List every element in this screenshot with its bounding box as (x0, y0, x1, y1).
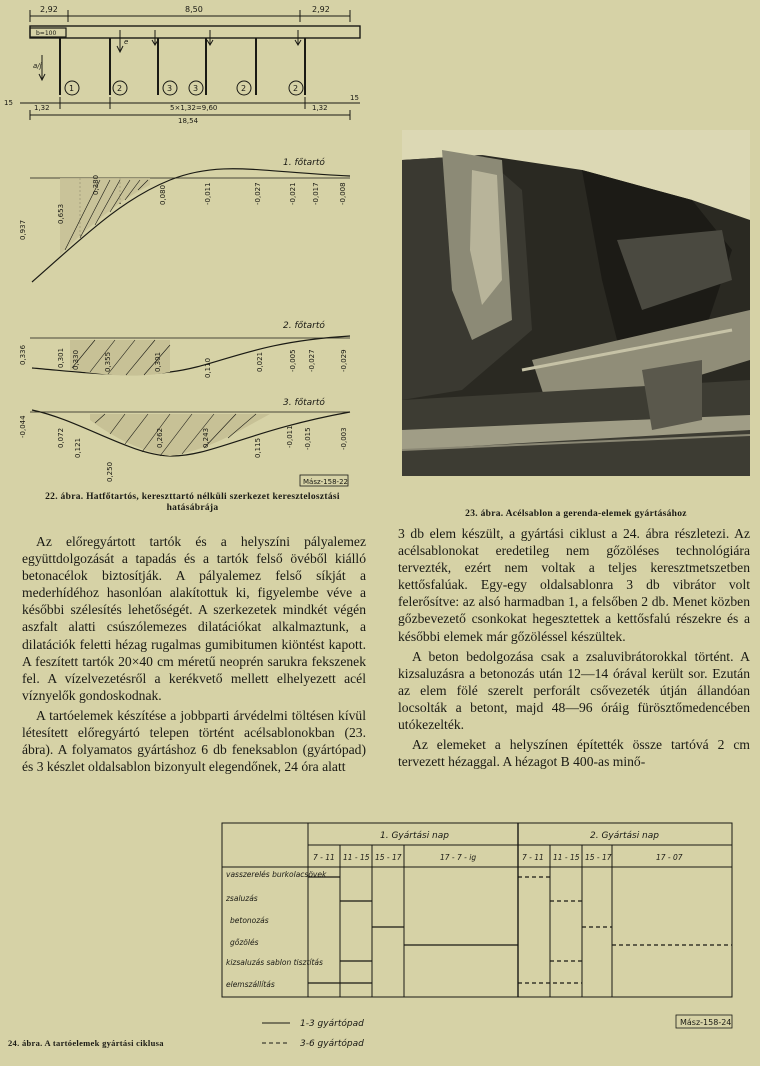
c2-v7: -0,005 (289, 349, 297, 372)
d2-col-3: 15 - 17 (585, 853, 612, 862)
right-text-column (398, 525, 750, 773)
dim-top-mid: 8,50 (185, 5, 203, 14)
support-6: 2 (293, 84, 299, 93)
c2-v9: -0,029 (340, 349, 348, 372)
curve3-label: 3. főtartó (283, 398, 325, 408)
support-2: 2 (117, 84, 123, 93)
row-label: zsaluzás (226, 894, 258, 903)
c3-v3: 0,250 (106, 461, 114, 482)
paragraph: 3 db elem készült, a gyártási ciklust a 24. ábra részletezi. Az acélsablonokat eredetileg nem gőzöléses technológiára tervezték, ezért nem voltak a teljes keresztmetszetben kettősfalúak. Egy-egy oldalsablonra 3 db vibrátor volt felerősítve: az alsó harmadban 1, a felsőben 2 db. Menet közben gőzbevezető csonkokat hegesztettek a kettősfalú részekre és a későbbi elemek már gőzöléssel készültek. (398, 526, 750, 644)
c1-v2: 0,380 (92, 174, 100, 195)
day1-header: 1. Gyártási nap (380, 831, 449, 841)
dim-top-left: 2,92 (40, 5, 58, 14)
c1-v7: -0,017 (312, 182, 320, 205)
legend-solid: 1-3 gyártópad (300, 1019, 364, 1029)
d1-col-1: 7 - 11 (313, 853, 335, 862)
fig24-tag: Mász-158-24 (680, 1018, 732, 1027)
c2-v2: 0,330 (72, 349, 80, 370)
e-label: e (124, 38, 129, 46)
c2-v3: 0,355 (104, 351, 112, 372)
slab-label: b=100 (36, 30, 57, 37)
legend-dashed: 3-6 gyártópad (300, 1039, 364, 1049)
fig22-tag: Mász-158-22 (303, 478, 348, 486)
c3-v2: 0,121 (74, 437, 82, 458)
curve2-label: 2. főtartó (283, 321, 325, 331)
c1-v3: 0,080 (159, 184, 167, 205)
c2-v6: 0,021 (256, 351, 264, 372)
d2-col-1: 7 - 11 (522, 853, 544, 862)
load-label: a/j (33, 62, 42, 70)
c2-v0: 0,336 (19, 344, 27, 365)
paragraph: A tartóelemek készítése a jobbparti árvédelmi töltésen kívül létesített előregyártó telepen történt acélsablonokban (23. ábra). A folyamatos gyártáshoz 6 db feneksablon (gyártópad) és 3 készlet oldalsablon bizonyult elegendőnek, 24 óra alatt (22, 707, 366, 775)
support-1: 1 (69, 84, 75, 93)
figure-23-caption: 23. ábra. Acélsablon a gerenda-elemek gyártásához (465, 509, 687, 519)
row-label: elemszállítás (226, 980, 275, 989)
c1-v5: -0,027 (254, 182, 262, 205)
dim-bottom-c: 5×1,32=9,60 (170, 104, 218, 112)
left-text-column (22, 533, 366, 778)
c1-v8: -0,008 (339, 182, 347, 205)
c3-v9: -0,003 (340, 427, 348, 450)
c2-v5: 0,110 (204, 357, 212, 378)
figure-24-caption: 24. ábra. A tartóelemek gyártási ciklusa (8, 1038, 164, 1048)
dim-bottom-b: 1,32 (34, 104, 50, 112)
curve1-label: 1. főtartó (283, 158, 325, 168)
support-4: 3 (193, 84, 199, 93)
d1-col-4: 17 - 7 - ig (440, 853, 477, 862)
paragraph: A beton bedolgozása csak a zsaluvibrátorokkal történt. A kizsaluzásra a betonozás után 12—14 órával került sor. Ezután az elem fölé szerelt perforált csővezeték útján állandóan locsolták a betont, majd 48—96 óráig fürösztőmedencében utókezelték. (398, 648, 750, 733)
c3-v5: 0,243 (202, 427, 210, 448)
c1-v4: -0,011 (204, 182, 212, 205)
dim-bottom-d: 18,54 (178, 117, 199, 125)
row-label: vasszerelés burkolacsövek (226, 870, 327, 879)
c2-v4: 0,301 (154, 351, 162, 372)
dim-bottom-a: 15 (4, 99, 13, 107)
d1-col-2: 11 - 15 (343, 853, 370, 862)
d2-col-2: 11 - 15 (553, 853, 580, 862)
figure-22-caption: 22. ábra. Hatfőtartós, kereszttartó nélküli szerkezet keresztelosztási hatásábrája (45, 492, 340, 513)
row-label: gőzölés (230, 938, 259, 947)
dim-bottom-e: 1,32 (312, 104, 328, 112)
c1-v0: 0,937 (19, 219, 27, 240)
c2-v8: -0,027 (308, 349, 316, 372)
c3-v6: 0,115 (254, 437, 262, 458)
steel-mould-photo (402, 130, 750, 476)
c3-v8: -0,015 (304, 427, 312, 450)
paragraph: Az elemeket a helyszínen építették össze tartóvá 2 cm tervezett hézaggal. A hézagot B 400-as minő- (398, 737, 750, 770)
influence-diagram (0, 0, 380, 490)
dim-top-right: 2,92 (312, 5, 330, 14)
d2-col-4: 17 - 07 (656, 853, 683, 862)
c2-v1: 0,301 (57, 347, 65, 368)
dim-bottom-f: 15 (350, 94, 359, 102)
c3-v0: -0,044 (19, 415, 27, 438)
row-label: kizsaluzás sablon tisztítás (226, 958, 323, 967)
support-5: 2 (241, 84, 247, 93)
row-label: betonozás (230, 916, 269, 925)
c3-v4: 0,262 (156, 427, 164, 448)
c1-v1: 0,653 (57, 203, 65, 224)
support-3: 3 (167, 84, 173, 93)
c3-v7: -0,011 (286, 425, 294, 448)
c3-v1: 0,072 (57, 427, 65, 448)
d1-col-3: 15 - 17 (375, 853, 402, 862)
paragraph: Az előregyártott tartók és a helyszíni pályalemez együttdolgozását a tapadás és a tartók felső övéből kiálló betonacélok biztosítják. A pályalemez felső síkját a mederhídéhoz hasonlóan alakítottuk ki, figyelembe véve a későbbi szélesítés lehetőségét. A szerkezetek mindkét végén aszfalt alatti csúszólemezes dilatációkat alkalmaztunk, a dilatációk feletti hézag rugalmas gumibitumen kiöntést kapott. A feszített tartók 20×40 cm méretű neoprén sarukra fekszenek fel. A vízelvezetésről a kerékvető mellett elhelyezett acél víznyelők gondoskodnak. (22, 534, 366, 703)
c1-v6: -0,021 (289, 182, 297, 205)
production-schedule (0, 815, 760, 1066)
day2-header: 2. Gyártási nap (590, 831, 659, 841)
